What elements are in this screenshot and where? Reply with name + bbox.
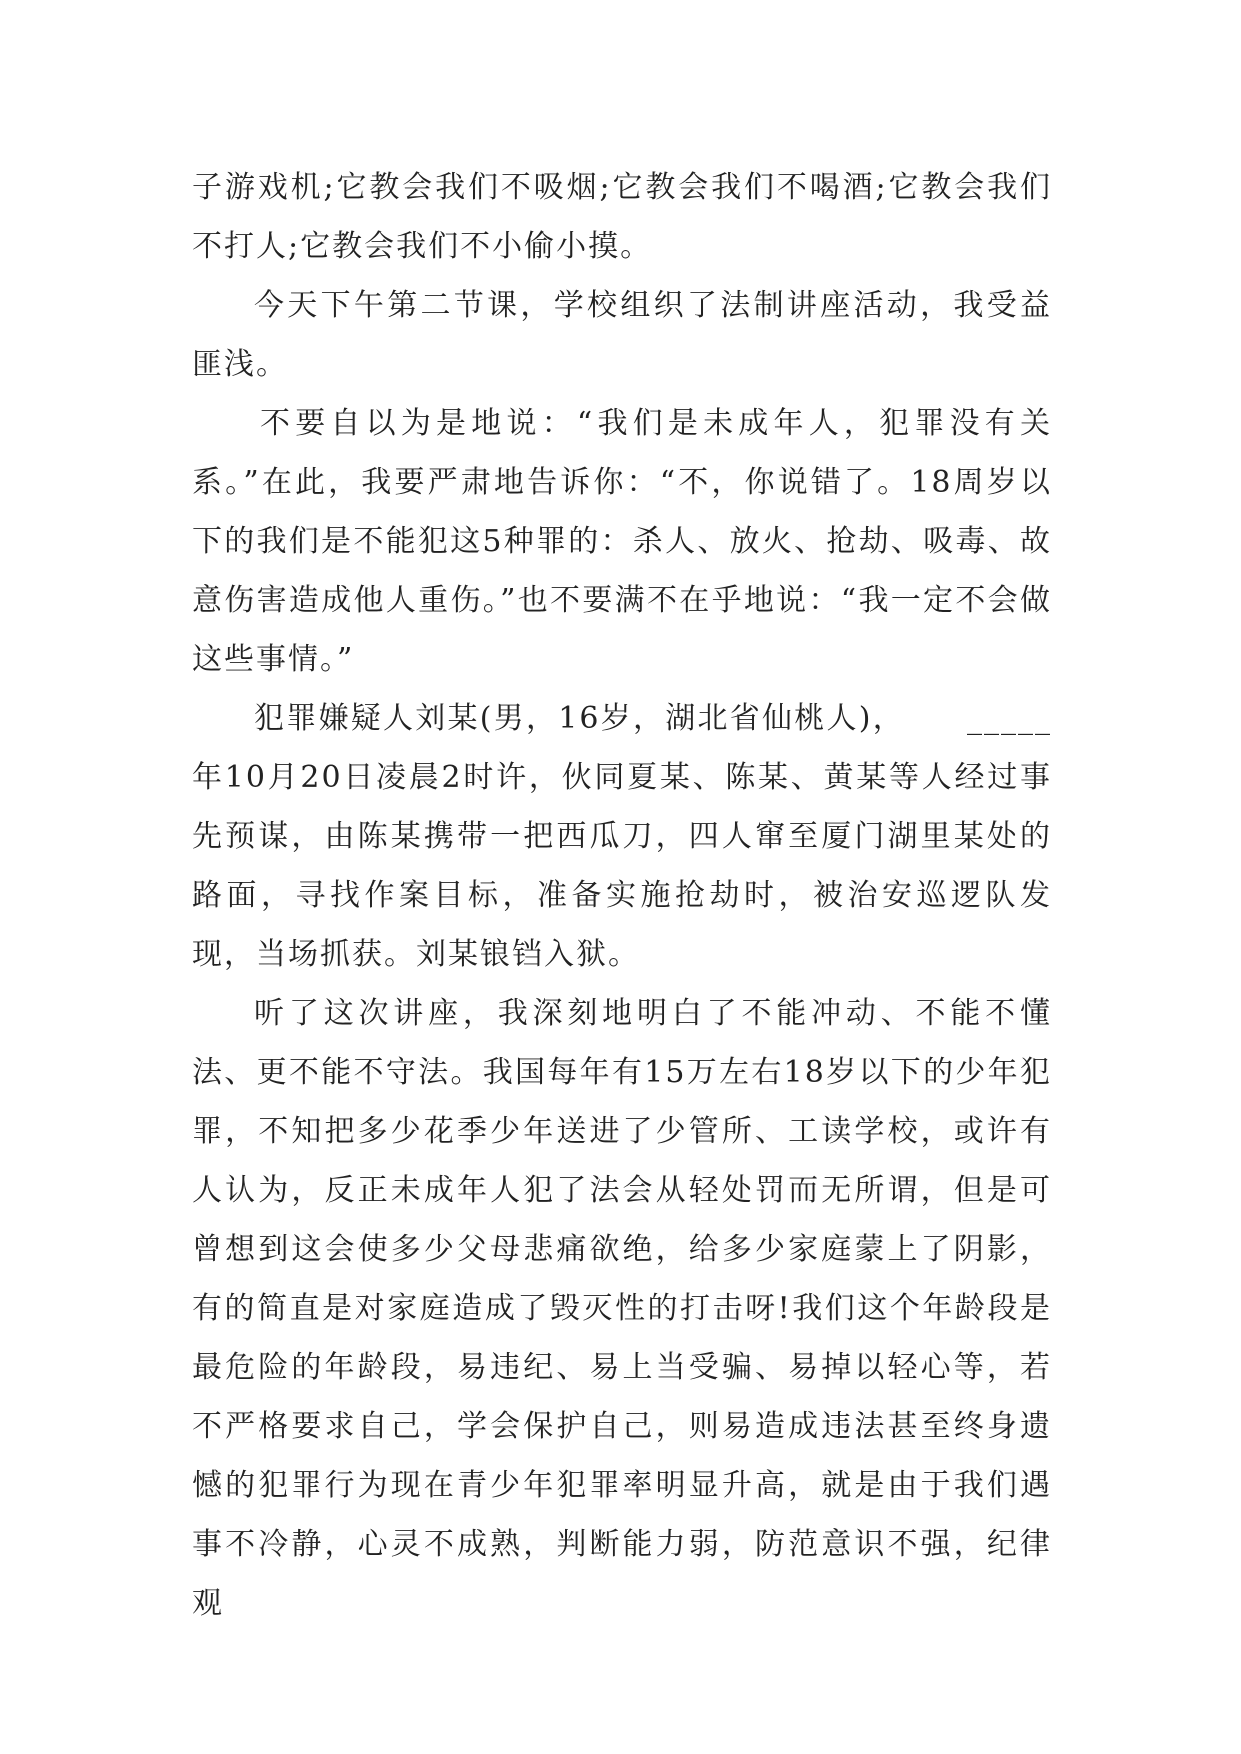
year-blank: _____ [967,701,1052,736]
paragraph-case-example [192,689,1052,984]
paragraph-lecture-intro: 今天下午第二节课，学校组织了法制讲座活动，我受益匪浅。 [192,288,1052,382]
paragraph-warning: 不要自以为是地说：“我们是未成年人，犯罪没有关系。”在此，我要严肃地告诉你：“不，你说错了。18周岁以下的我们是不能犯这5种罪的：杀人、放火、抢劫、吸毒、故意伤害造成他人重伤。”也不要满不在乎地说：“我一定不会做这些事情。” [192,406,1052,677]
case-text-before-blank: 犯罪嫌疑人刘某(男，16岁，湖北省仙桃人)， [254,701,905,736]
document-body [192,158,1052,1633]
paragraph-reflection: 听了这次讲座，我深刻地明白了不能冲动、不能不懂法、更不能不守法。我国每年有15万左右18岁以下的少年犯罪，不知把多少花季少年送进了少管所、工读学校，或许有人认为，反正未成年人犯了法会从轻处罚而无所谓，但是可曾想到这会使多少父母悲痛欲绝，给多少家庭蒙上了阴影，有的简直是对家庭造成了毁灭性的打击呀!我们这个年龄段是最危险的年龄段，易违纪、易上当受骗、易掉以轻心等，若不严格要求自己，学会保护自己，则易造成违法甚至终身遗憾的犯罪行为现在青少年犯罪率明显升高，就是由于我们遇事不冷静，心灵不成熟，判断能力弱，防范意识不强，纪律观 [192,996,1052,1621]
paragraph-continuation: 子游戏机;它教会我们不吸烟;它教会我们不喝酒;它教会我们不打人;它教会我们不小偷小摸。 [192,170,1052,264]
case-text-after-blank: 年10月20日凌晨2时许，伙同夏某、陈某、黄某等人经过事先预谋，由陈某携带一把西瓜刀，四人窜至厦门湖里某处的路面，寻找作案目标，准备实施抢劫时，被治安巡逻队发现，当场抓获。刘某锒铛入狱。 [192,760,1052,972]
